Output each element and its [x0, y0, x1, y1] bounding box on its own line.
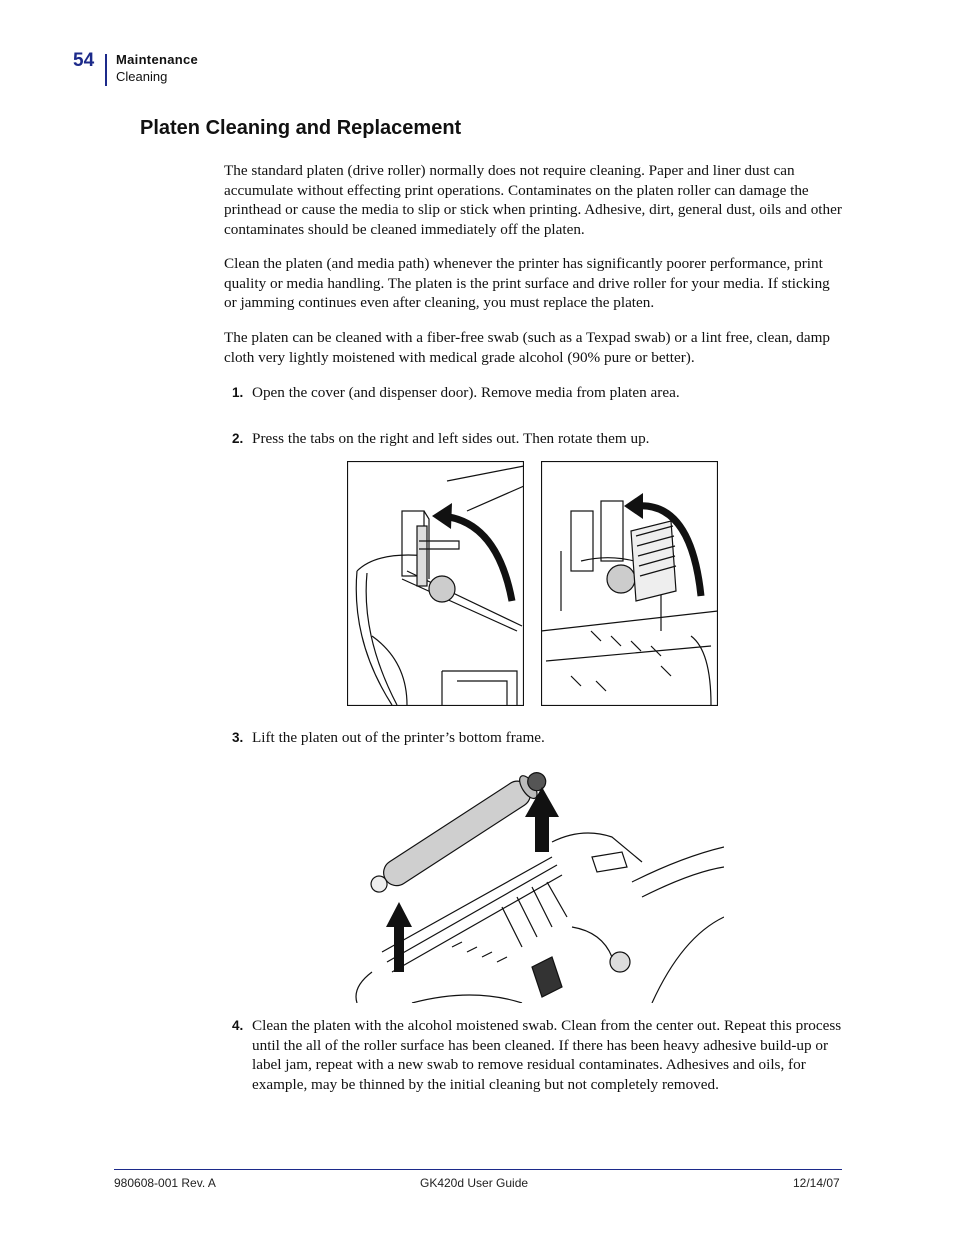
footer-divider	[114, 1169, 842, 1170]
step-3	[232, 728, 847, 748]
step-number: 4.	[232, 1018, 244, 1033]
step-2	[232, 429, 847, 449]
step-number: 2.	[232, 431, 244, 446]
page-number: 54	[73, 50, 95, 71]
footer-doc-number: 980608-001 Rev. A	[114, 1176, 216, 1190]
paragraph-when-to-clean: Clean the platen (and media path) whenever the printer has significantly poorer performance, print quality or media handling. The platen is the print surface and drive roller for your media. If sticking or jamming continues even after cleaning, you must replace the platen.	[224, 255, 830, 311]
paragraph-intro: The standard platen (drive roller) normally does not require cleaning. Paper and liner dust can accumulate without effecting print operations. Contaminates on the platen roller can damage the printhead or cause the media to slip or stick when printing. Adhesive, dirt, general dust, oils and other contaminates should be cleaned immediately off the platen.	[224, 162, 842, 238]
step-text: Clean the platen with the alcohol moistened swab. Clean from the center out. Repeat this process until the all of the roller surface has been cleaned. If there has been heavy adhesive build-up or label jam, repeat with a new swab to remove residual contaminates. Adhesives and oils, for example, may be thinned by the initial cleaning but not completely removed.	[252, 1017, 842, 1093]
illustration-left-tab-rotate	[347, 461, 524, 706]
section-title: Cleaning	[116, 69, 168, 84]
paragraph-cleaning-materials: The platen can be cleaned with a fiber-free swab (such as a Texpad swab) or a lint free, clean, damp cloth very lightly moistened with medical grade alcohol (90% pure or better).	[224, 329, 830, 366]
step-number: 1.	[232, 385, 244, 400]
step-4	[232, 1016, 847, 1094]
chapter-title: Maintenance	[116, 52, 199, 67]
step-1	[232, 383, 847, 403]
illustration-right-tab-rotate	[541, 461, 718, 706]
footer-date: 12/14/07	[793, 1176, 840, 1190]
page-title: Platen Cleaning and Replacement	[140, 117, 462, 139]
step-text: Lift the platen out of the printer’s bottom frame.	[252, 729, 545, 746]
step-number: 3.	[232, 730, 244, 745]
footer-guide-title: GK420d User Guide	[420, 1176, 529, 1190]
illustration-lift-platen	[352, 757, 724, 1003]
header-divider	[105, 54, 107, 86]
step-text: Press the tabs on the right and left sides out. Then rotate them up.	[252, 430, 650, 447]
step-text: Open the cover (and dispenser door). Remove media from platen area.	[252, 384, 680, 401]
